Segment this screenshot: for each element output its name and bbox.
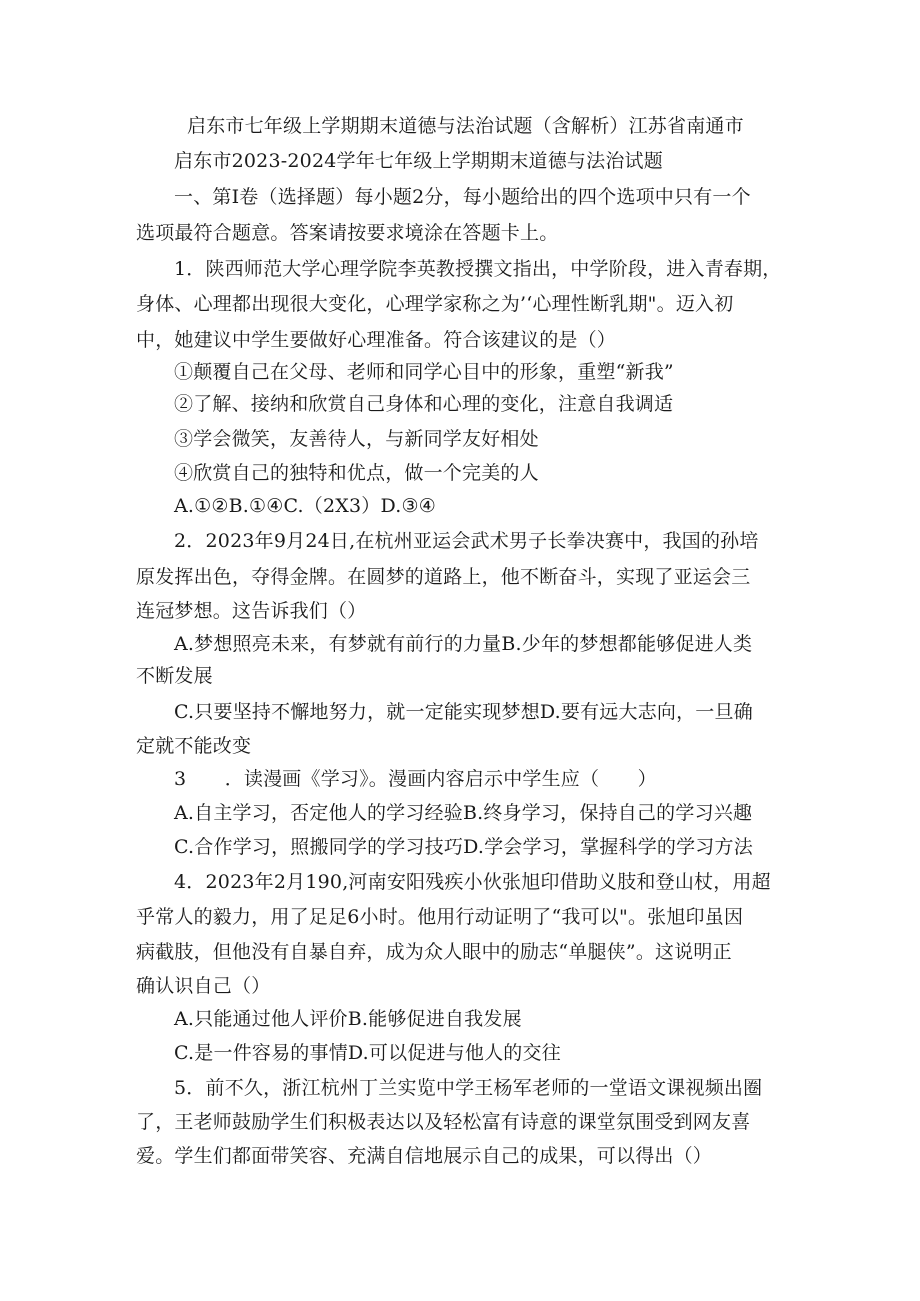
document-title-line-2: 启东市2023-2024学年七年级上学期期末道德与法治试题 bbox=[174, 150, 663, 172]
question-4-option-line-1: A.只能通过他人评价B.能够促进自我发展 bbox=[174, 1008, 522, 1030]
question-5-stem-line-2: 了，王老师鼓励学生们积极表达以及轻松富有诗意的课堂氛围受到网友喜 bbox=[136, 1111, 751, 1133]
question-4-stem-line-2: 乎常人的毅力，用了足足6小时。他用行动证明了“我可以"。张旭印虽因 bbox=[136, 906, 744, 928]
question-4-stem-line-4: 确认识自己（） bbox=[136, 975, 271, 997]
question-1-stem-line-3: 中，她建议中学生要做好心理准备。符合该建议的是（） bbox=[136, 329, 617, 351]
question-1-options: A.①②B.①④C.（2X3）D.③④ bbox=[174, 495, 436, 517]
question-5-stem-line-3: 爱。学生们都面带笑容、充满自信地展示自己的成果，可以得出（） bbox=[136, 1145, 713, 1167]
question-3-stem: 3 ．读漫画《学习》。漫画内容启示中学生应（ ） bbox=[174, 768, 657, 790]
question-1-item-3: ③学会微笑，友善待人，与新同学友好相处 bbox=[174, 428, 539, 450]
question-1-stem-line-2: 身体、心理都出现很大变化，心理学家称之为’‘心理性断乳期"。迈入初 bbox=[136, 293, 734, 315]
question-1-item-1: ①颠覆自己在父母、老师和同学心目中的形象，重塑“新我” bbox=[174, 361, 674, 383]
question-2-stem-line-2: 原发挥出色，夺得金牌。在圆梦的道路上，他不断奋斗，实现了亚运会三 bbox=[136, 566, 751, 588]
question-1-item-4: ④欣赏自己的独特和优点，做一个完美的人 bbox=[174, 462, 539, 484]
question-2-option-line-1: A.梦想照亮未来，有梦就有前行的力量B.少年的梦想都能够促进人类 bbox=[174, 633, 753, 655]
question-2-stem-line-1: 2．2023年9月24日,在杭州亚运会武术男子长拳决赛中，我国的孙培 bbox=[174, 530, 759, 552]
question-3-option-line-2: C.合作学习，照搬同学的学习技巧D.学会学习，掌握科学的学习方法 bbox=[174, 836, 753, 858]
section-instruction-line-1: 一、第I卷（选择题）每小题2分，每小题给出的四个选项中只有一个 bbox=[174, 186, 751, 208]
question-1-stem-line-1: 1．陕西师范大学心理学院李英教授撰文指出，中学阶段，进入青春期， bbox=[174, 258, 782, 280]
question-2-stem-line-3: 连冠梦想。这告诉我们（） bbox=[136, 600, 367, 622]
question-5-stem-line-1: 5．前不久，浙江杭州丁兰实览中学王杨军老师的一堂语文课视频出圈 bbox=[174, 1077, 763, 1099]
question-1-item-2: ②了解、接纳和欣赏自己身体和心理的变化，注意自我调适 bbox=[174, 393, 674, 415]
document-title-line-1: 启东市七年级上学期期末道德与法治试题（含解析）江苏省南通市 bbox=[187, 115, 744, 137]
section-instruction-line-2: 选项最符合题意。答案请按要求境涂在答题卡上。 bbox=[136, 222, 559, 244]
question-3-option-line-1: A.自主学习，否定他人的学习经验B.终身学习，保持自己的学习兴趣 bbox=[174, 802, 753, 824]
question-2-option-line-4: 定就不能改变 bbox=[136, 735, 252, 757]
question-4-stem-line-3: 病截肢，但他没有自暴自弃，成为众人眼中的励志“单腿侠”。这说明正 bbox=[136, 941, 732, 963]
question-2-option-line-2: 不断发展 bbox=[136, 665, 213, 687]
question-4-stem-line-1: 4．2023年2月190,河南安阳残疾小伙张旭印借助义肢和登山杖，用超 bbox=[174, 871, 771, 893]
question-2-option-line-3: C.只要坚持不懈地努力，就一定能实现梦想D.要有远大志向，一旦确 bbox=[174, 701, 753, 723]
question-4-option-line-2: C.是一件容易的事情D.可以促进与他人的交往 bbox=[174, 1042, 561, 1064]
